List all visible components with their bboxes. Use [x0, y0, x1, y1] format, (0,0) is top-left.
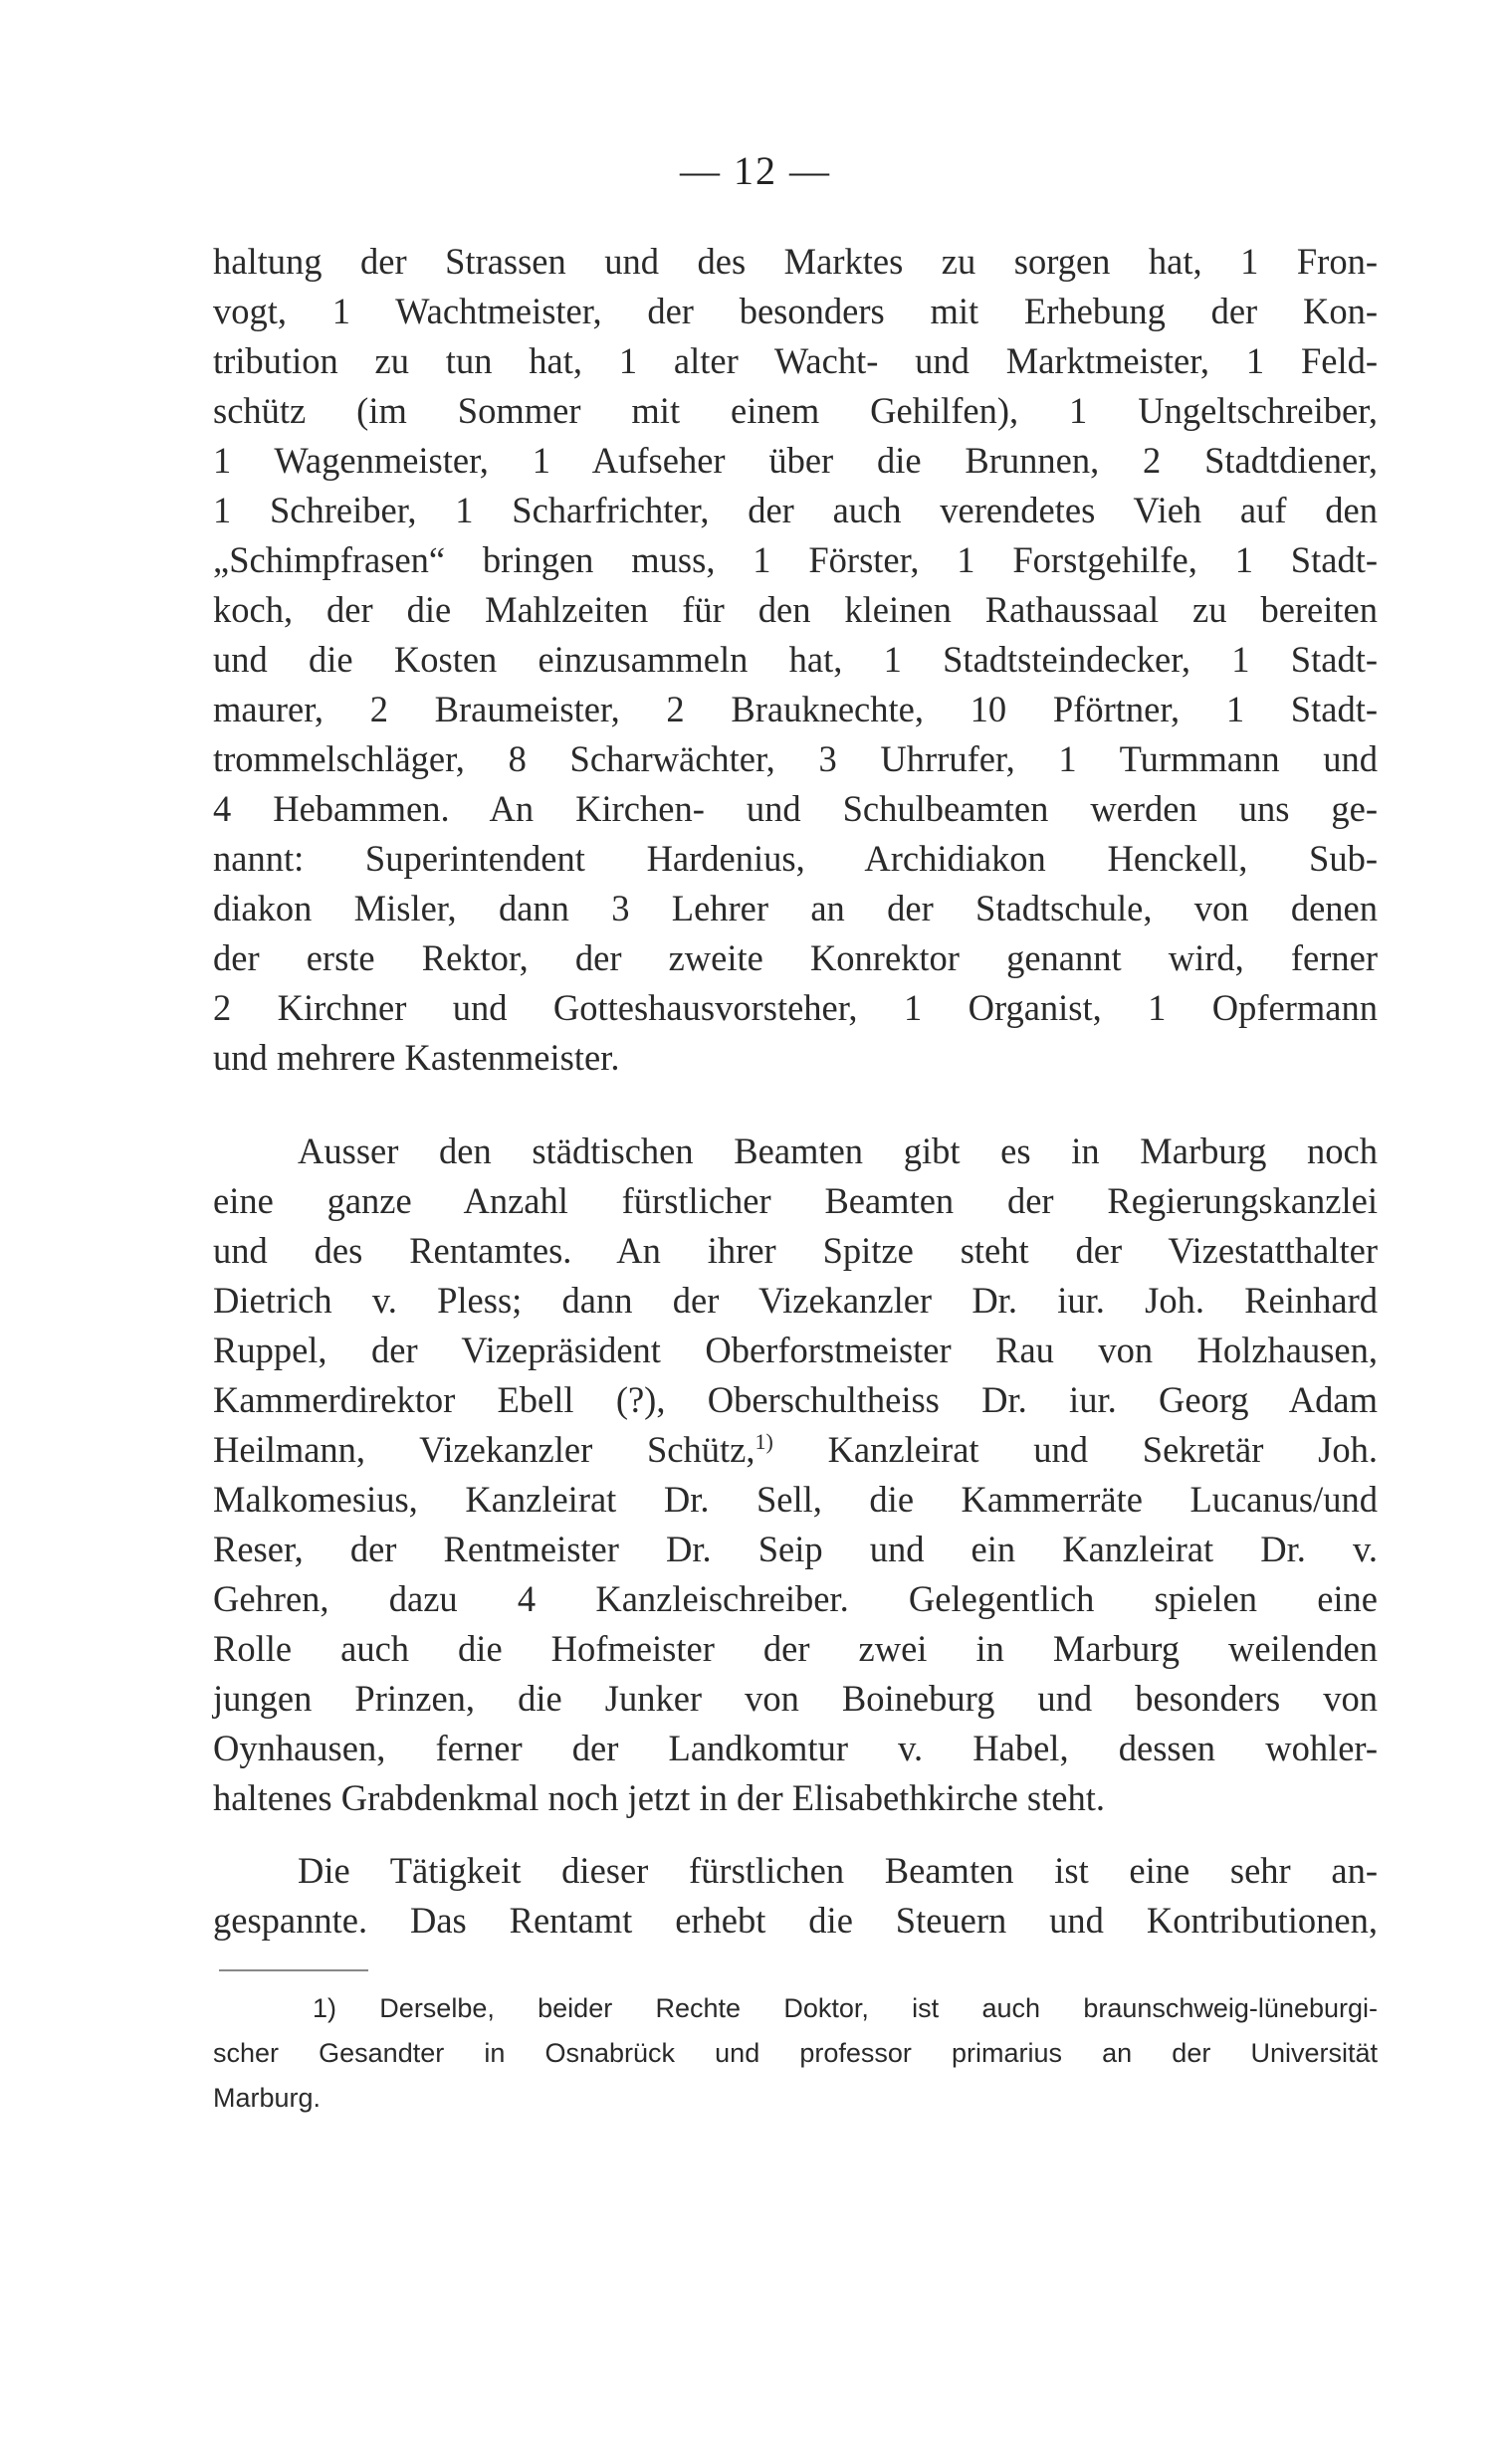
text-line: und die Kosten einzusammeln hat, 1 Stadtsteindecker, 1 Stadt-	[213, 639, 1378, 680]
text-line: und des Rentamtes. An ihrer Spitze steht der Vizestatthalter	[213, 1230, 1378, 1271]
text-line: trommelschläger, 8 Scharwächter, 3 Uhrrufer, 1 Turmmann und	[213, 738, 1378, 779]
text-line: eine ganze Anzahl fürstlicher Beamten der Regierungskanzlei	[213, 1180, 1378, 1221]
page-number: — 12 —	[680, 148, 831, 193]
text-line: Dietrich v. Pless; dann der Vizekanzler Dr. iur. Joh. Reinhard	[213, 1280, 1378, 1321]
text-line: Ausser den städtischen Beamten gibt es in Marburg noch	[298, 1130, 1378, 1171]
paragraph-officials-city	[213, 237, 1378, 1083]
text-line: Gehren, dazu 4 Kanzleischreiber. Gelegentlich spielen eine	[213, 1578, 1378, 1619]
text-segment: Heilmann, Vizekanzler Schütz,	[213, 1429, 756, 1470]
text-line: 4 Hebammen. An Kirchen- und Schulbeamten werden uns ge-	[213, 788, 1378, 829]
text-line: 2 Kirchner und Gotteshausvorsteher, 1 Organist, 1 Opfermann	[213, 987, 1378, 1028]
paragraph-princely-officials	[213, 1127, 1378, 1823]
text-line-with-footnote-ref	[213, 1425, 1378, 1475]
text-line: Die Tätigkeit dieser fürstlichen Beamten ist eine sehr an-	[298, 1850, 1378, 1891]
text-line: haltenes Grabdenkmal noch jetzt in der Elisabethkirche steht.	[213, 1777, 1105, 1818]
text-line: tribution zu tun hat, 1 alter Wacht- und Marktmeister, 1 Feld-	[213, 340, 1378, 381]
text-line: 1 Schreiber, 1 Scharfrichter, der auch verendetes Vieh auf den	[213, 490, 1378, 530]
text-line: gespannte. Das Rentamt erhebt die Steuern und Kontributionen,	[213, 1900, 1378, 1941]
text-line: und mehrere Kastenmeister.	[213, 1037, 620, 1078]
text-line: 1 Wagenmeister, 1 Aufseher über die Brunnen, 2 Stadtdiener,	[213, 440, 1378, 481]
text-line: maurer, 2 Braumeister, 2 Brauknechte, 10 Pförtner, 1 Stadt-	[213, 689, 1378, 729]
text-line: Oynhausen, ferner der Landkomtur v. Habel, dessen wohler-	[213, 1728, 1378, 1768]
text-line: Kammerdirektor Ebell (?), Oberschultheiss Dr. iur. Georg Adam	[213, 1379, 1378, 1420]
footnote-divider	[219, 1969, 368, 1971]
footnote	[213, 1986, 1378, 2121]
text-line: der erste Rektor, der zweite Konrektor genannt wird, ferner	[213, 937, 1378, 978]
text-line: Ruppel, der Vizepräsident Oberforstmeister Rau von Holzhausen,	[213, 1330, 1378, 1370]
paragraph-activity	[213, 1846, 1378, 1946]
text-line: haltung der Strassen und des Marktes zu sorgen hat, 1 Fron-	[213, 241, 1378, 282]
text-line: koch, der die Mahlzeiten für den kleinen Rathaussaal zu bereiten	[213, 589, 1378, 630]
footnote-line: scher Gesandter in Osnabrück und professor primarius an der Universität	[213, 2038, 1378, 2068]
text-line: Rolle auch die Hofmeister der zwei in Marburg weilenden	[213, 1628, 1378, 1669]
text-line: vogt, 1 Wachtmeister, der besonders mit Erhebung der Kon-	[213, 291, 1378, 331]
text-line: jungen Prinzen, die Junker von Boineburg und besonders von	[213, 1678, 1378, 1719]
text-line: diakon Misler, dann 3 Lehrer an der Stadtschule, von denen	[213, 888, 1378, 928]
text-line: Malkomesius, Kanzleirat Dr. Sell, die Kammerräte Lucanus/und	[213, 1479, 1378, 1520]
footnote-reference: 1)	[755, 1428, 773, 1454]
text-line: „Schimpfrasen“ bringen muss, 1 Förster, 1 Forstgehilfe, 1 Stadt-	[213, 539, 1378, 580]
text-line: schütz (im Sommer mit einem Gehilfen), 1 Ungeltschreiber,	[213, 390, 1378, 431]
text-line: nannt: Superintendent Hardenius, Archidiakon Henckell, Sub-	[213, 838, 1378, 879]
text-line: Reser, der Rentmeister Dr. Seip und ein Kanzleirat Dr. v.	[213, 1529, 1378, 1569]
text-segment: Kanzleirat und Sekretär Joh.	[772, 1429, 1378, 1470]
footnote-line: Marburg.	[213, 2083, 322, 2113]
footnote-line: 1) Derselbe, beider Rechte Doktor, ist auch braunschweig-lüneburgi-	[313, 1993, 1378, 2023]
